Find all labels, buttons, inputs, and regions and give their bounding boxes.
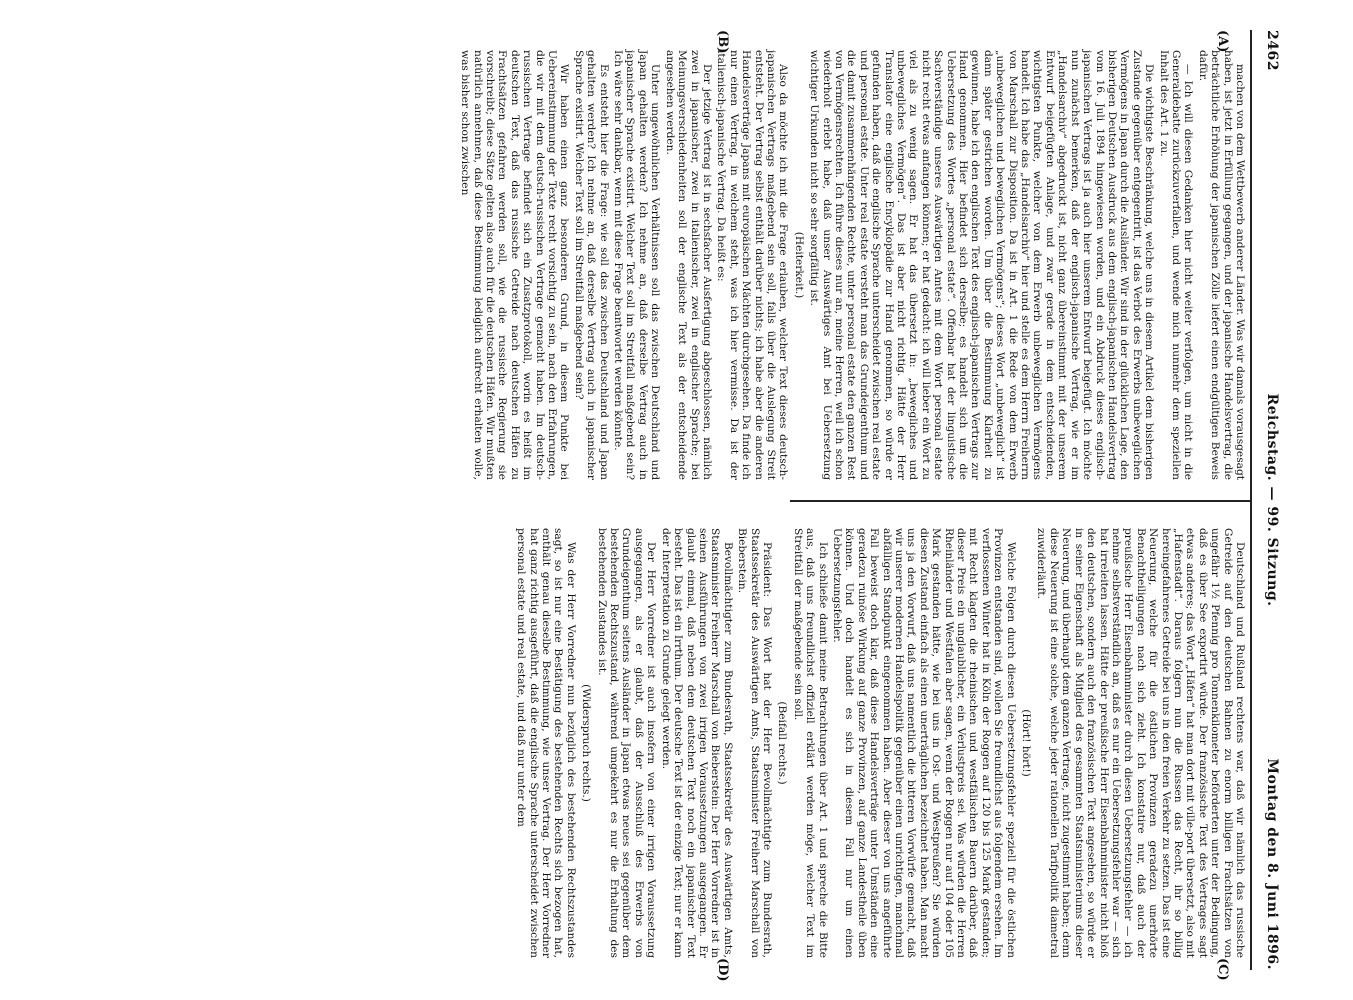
page-number: 2462 (1264, 30, 1280, 71)
header-date: Montag den 8. Juni 1896. (1264, 758, 1280, 970)
marginal-d: (D) (715, 958, 730, 982)
paragraph: Ich schließe damit meine Betrachtungen über Art. 1 und spreche die Bitte aus, daß uns freundlichst offiziell erklärt werden möge, welcher Text im Streitfall der maßgebende sein soll. (791, 528, 829, 958)
quotation: Der jetzige Vertrag ist in sechsfacher Ausfertigung abgeschlossen, nämlich zwei in japanischer, zwei in italienischer, zwei in englischer Sprache; bei Meinungsverschiedenheiten soll der englische Text als der entscheidende angesehen werden. (663, 50, 713, 480)
interjection: (Beifall rechts.) (776, 701, 789, 785)
running-header (1256, 30, 1282, 970)
right-column (513, 528, 1246, 958)
paragraph: Deutschland und Rußland rechtens war, daß wir nämlich das russische Getreide auf den deutschen Bahnen zu enorm billigen Frachtsätzen von ungefähr 1½ Pfennig pro Tonnenkilometer beförderten unter der Bedingung, daß es über See exportirt würde. Der französische Text des Vertrages sagt etwas anderes; das Wort „Häfen“ hat man dort mit ville-port übersetzt, also mit „Hafenstadt“. Daraus folgern nun die Russen das Recht, ihr so billig hereingefahrenes Getreide bei uns in den freien Verkehr zu setzen. Das ist eine Neuerung, welche für die östlichen Provinzen geradezu unerhörte Benachtheiligungen nach sich zieht. Ich konstatire nur, daß auch der preußische Herr Eisenbahnminister durch diesen Uebersetzungsfehler — ich nehme selbstverständlich an, daß es nur ein Uebersetzungsfehler war — sich hat irreleiten lassen. Hätte der preußische Herr Eisenbahnminister nicht bloß den deutschen, sondern auch den französischen Text angesehen, so würde er in seiner Eigenschaft als Mitglied des gesammten Staatsministeriums dieser Neuerung, und überhaupt dem ganzen Vertrage, nicht zugestimmt haben; denn diese Neuerung ist eine solche, welche jeder rationellen Tarifpolitik diametral zuwiderläuft. (1035, 528, 1246, 958)
speaker-paragraph: Bevollmächtigter zum Bundesrath, Staatssekretär des Auswärtigen Amts, Staatsminister Freiherr Marschall von Bieberstein: Der Herr Vorredner ist in seinen Ausführungen von zwei irrigen Voraussetzungen ausgegangen. Er glaubt einmal, daß neben dem deutschen Text noch ein japanischer Text besteht. Das ist ein Irrthum. Der deutsche Text ist der einzige Text; nur er kann der Interpretation zu Grunde gelegt werden. (659, 528, 734, 958)
paragraph: Was der Herr Vorredner nun bezüglich des bestehenden Rechtszustandes sagt, so ist nur eine Bestätigung des bestehenden Rechts sich bezogen hat, enthält genau dieselbe Bestimmung, wie unser Vertrag. Der Herr Vorredner hat ganz richtig ausgeführt, daß die englische Sprache unterscheidet zwischen personal estate und real estate, und daß nur unter dem (515, 528, 577, 958)
paragraph: machen von dem Wettbewerb anderer Länder. Was wir damals vorausgesagt haben, ist jetzt in Erfüllung gegangen, und der japanische Handelsvertrag, die beträchtliche Erhöhung der japanischen Zölle liefert einen endgültigen Beweis dafür. (1196, 50, 1246, 480)
marginal-c: (C) (1215, 958, 1230, 981)
speaker-paragraph: Präsident: Das Wort hat der Herr Bevollmächtigte zum Bundesrath, Staatssekretär des Auswärtigen Amts, Staatsminister Freiherr Marschall von Bieberstein. (736, 528, 773, 958)
paragraph: Unter ungewöhnlichen Verhältnissen soll das zwischen Deutschland und Japan gehalten werden? Ich nehme an, daß derselbe Vertrag auch in japanischer Sprache existirt. Welcher Text soll im Streitfall maßgebend sein? Ich wäre sehr dankbar, wenn mit diese Frage beantwortet werden könnte. (612, 50, 662, 480)
left-column (457, 50, 1246, 480)
header-title: Reichstag. — 99. Sitzung. (1264, 393, 1280, 607)
paragraph: Wir haben einen ganz besonderen Grund, in diesem Punkte bei Uebereinstimmung der Texte recht vorsichtig zu sein, nach den Erfahrungen, die wir mit dem deutsch-russischen Vertrage gemacht haben. Im deutsch-russischen Vertrage befindet sich ein Zusatzprotokoll, worin es heißt im deutschen Text, daß das russische Getreide nach deutschen Häfen zu Frachtsätzen gefahren werden soll, wie die russische Regierung sie vorschreibt; diese Sätze gelten also auch für die deutschen Häfen. Wir mußten natürlich annehmen, daß diese Bestimmung lediglich aufrecht erhalten wolle, was bisher schon zwischen (459, 50, 571, 480)
paragraph: Es entsteht hier die Frage: wie soll das zwischen Deutschland und Japan gehalten werden? Ich nehme an, daß derselbe Vertrag auch in japanischer Sprache existirt. Welcher Text soll im Streitfall maßgebend sein? (572, 50, 610, 480)
column-divider (790, 500, 1250, 502)
interjection: (Heiterkeit.) (792, 231, 805, 299)
interjection: (Hört! hört!) (1020, 709, 1033, 777)
marginal-a: (A) (1215, 30, 1230, 53)
interjection: (Widerspruch rechts.) (580, 684, 593, 802)
header-rule (1250, 30, 1252, 970)
paragraph: — Ich will diesen Gedanken hier nicht weiter verfolgen, um nicht in die Generaldebatte zurückzuverfallen, und wende mich nunmehr dem speziellen Inhalt des Art. 1 zu. (1157, 50, 1195, 480)
paragraph: Der Herr Vorredner ist auch insofern von einer irrigen Voraussetzung ausgegangen, als er glaubt, daß der Ausschluß des Erwerbs von Grundeigenthum seitens Ausländer in Japan etwas neues sei gegenüber dem bestehenden Rechtszustand, während umgekehrt es nur die Erhaltung des bestehenden Zustandes ist. (595, 528, 658, 958)
paragraph: Welche Folgen durch diesen Uebersetzungsfehler speziell für die östlichen Provinzen entstanden sind, wollen Sie freundlichst aus folgendem ersehen. Im verflossenen Winter hat in Köln der Roggen auf 120 bis 125 Mark gestanden; mit Recht klagten die rheinischen und westfälischen Bauern darüber, daß dieser Preis ein unglaublicher, ein Verlustpreis sei. Was würden die Herren Rheinländer und Westfalen aber sagen, wenn der Roggen nur auf 104 oder 105 Mark gestanden hätte, wie bei uns in Ost- und Westpreußen? Sie würden diesen Zustand einfach als einen unerträglichen bezeichnet haben. Man macht uns ja den Vorwurf, daß uns namentlich die bitteren Vorwürfe gemacht, daß wir unserer modernen Handelspolitik gegenüber einen unrichtigen, manchmal abfälligen Standpunkt eingenommen haben. Aber dieser von uns angeführte Fall beweist doch klar, daß diese Handelsverträge unter Umständen eine geradezu ruinöse Wirkung auf ganze Provinzen, auf ganze Landestheile üben können. Und doch handelt es sich in diesem Fall nur um einen Uebersetzungsfehler. (831, 528, 1017, 958)
paragraph: Also da möchte ich mit die Frage erlauben, welcher Text dieses deutsch-japanischen Vertrags maßgebend sein soll, falls über die Auslegung Streit entsteht. Der Vertrag selbst enthält darüber nichts; ich habe aber die anderen Handelsverträge Japans mit europäischen Mächten durchgesehen. Da finde ich nur einen Vertrag, in welchem steht, was ich hier vermisse. Da ist der italienisch-japanische Vertrag. Da heißt es: (715, 50, 790, 480)
paragraph: Die wichtigste Beschränkung, welche uns in diesem Artikel dem bisherigen Zustande gegenüber entgegentritt, ist das Verbot des Erwerbs unbeweglichen Vermögens in Japan durch die Ausländer. Wir sind in der glücklichen Lage, den bisherigen Deutschen Ausdruck aus dem englisch-japanischen Handelsvertrag vom 16. Juli 1894 hingewiesen worden, und ein Abdruck dieses englisch-japanischen Vertrags ist ja auch hier unserem Entwurf beigefügt. Ich möchte nun zunächst bemerken, daß der englisch-japanische Vertrag, wie er im „Handelsarchiv“ abgedruckt ist, nicht ganz übereinstimmt mit der unserem Entwurf beigefügten Anlage, und zwar gerade in dem entscheidenden, wichtigsten Punkte, welcher von dem Erwerb unbeweglichen Vermögens handelt. Ich habe das „Handelsarchiv“ hier und stelle es dem Herrn Freiherrn von Marschall zur Disposition. Da ist in Art. 1 die Rede von dem Erwerb „unbeweglichen und beweglichen Vermögens“; dieses Wort „unbeweglich“ ist dann später gestrichen worden. Um über die Bestimmung Klarheit zu gewinnen, habe ich den englischen Text des englisch-japanischen Vertrags zur Hand genommen. Hier befindet sich derselbe; es handelt sich um die Uebersetzung des Wortes „personal estate“. Offenbar hat der linguistische Sachverständige unseres Auswärtigen Amtes mit dem Wort personal estate nicht recht etwas anfangen können; er hat gedacht: ich will lieber ein Wort zu viel als zu wenig sagen. Er hat das übersetzt in: „bewegliches und unbewegliches Vermögen“. Das ist aber nicht richtig. Hätte der Herr Translator eine englische Encyklopädie zur Hand genommen, so würde er gefunden haben, daß die englische Sprache unterscheidet zwischen real estate und personal estate. Unter real estate versteht man das Grundeigenthum und die damit zusammenhängenden Rechte, unter personal estate den ganzen Rest von Vermögensrechten. Ich führe dieses nur an, meine Herren, weil ich schon wiederholt erlebt habe, daß unser Auswärtiges Amt bei Uebersetzung wichtiger Urkunden nicht so sehr sorgfältig ist. (808, 50, 1156, 480)
marginal-b: (B) (715, 30, 730, 54)
